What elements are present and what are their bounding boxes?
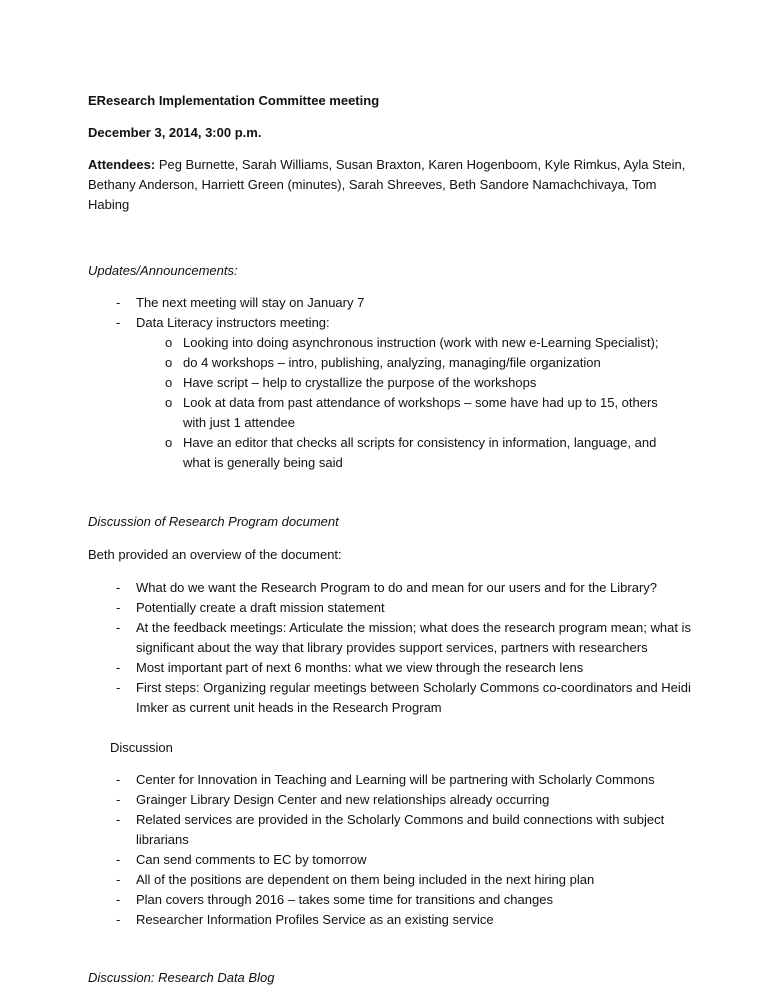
sublist-bullet: o xyxy=(165,335,173,350)
sublist-item: do 4 workshops – intro, publishing, analyzing, managing/file organization xyxy=(183,355,601,370)
sublist-bullet: o xyxy=(165,355,173,370)
list-item: What do we want the Research Program to do and mean for our users and for the Library? xyxy=(136,580,657,595)
list-bullet: - xyxy=(116,620,121,635)
list-item: Grainger Library Design Center and new relationships already occurring xyxy=(136,792,550,807)
list-item: Most important part of next 6 months: what we view through the research lens xyxy=(136,660,584,675)
updates-heading: Updates/Announcements: xyxy=(88,263,238,278)
list-bullet: - xyxy=(116,772,121,787)
list-bullet: - xyxy=(116,912,121,927)
attendees-paragraph xyxy=(88,155,688,215)
sublist-bullet: o xyxy=(165,375,173,390)
list-bullet: - xyxy=(116,295,121,310)
list-item: Researcher Information Profiles Service as an existing service xyxy=(136,912,494,927)
list-bullet: - xyxy=(116,315,121,330)
blog-heading: Discussion: Research Data Blog xyxy=(88,970,275,985)
list-item: The next meeting will stay on January 7 xyxy=(136,295,365,310)
list-bullet: - xyxy=(116,660,121,675)
sublist-bullet: o xyxy=(165,435,173,450)
sublist-item: Look at data from past attendance of workshops – some have had up to 15, others with just 1 attendee xyxy=(183,395,658,430)
list-bullet: - xyxy=(116,580,121,595)
list-item: First steps: Organizing regular meetings between Scholarly Commons co-coordinators and Heidi Imker as current unit heads in the Research Program xyxy=(136,680,691,715)
meeting-title: EResearch Implementation Committee meeting xyxy=(88,93,380,108)
research-program-intro: Beth provided an overview of the document: xyxy=(88,547,342,562)
list-item: Related services are provided in the Scholarly Commons and build connections with subject librarians xyxy=(136,812,665,847)
list-bullet: - xyxy=(116,892,121,907)
list-bullet: - xyxy=(116,600,121,615)
sublist-item: Have script – help to crystallize the purpose of the workshops xyxy=(183,375,537,390)
list-bullet: - xyxy=(116,792,121,807)
list-bullet: - xyxy=(116,812,121,827)
list-item: Potentially create a draft mission statement xyxy=(136,600,385,615)
list-item: Center for Innovation in Teaching and Learning will be partnering with Scholarly Commons xyxy=(136,772,655,787)
meeting-date: December 3, 2014, 3:00 p.m. xyxy=(88,125,262,140)
research-program-heading: Discussion of Research Program document xyxy=(88,514,339,529)
sublist-item: Have an editor that checks all scripts for consistency in information, language, and what is generally being said xyxy=(183,435,657,470)
list-item: Plan covers through 2016 – takes some time for transitions and changes xyxy=(136,892,553,907)
list-item: At the feedback meetings: Articulate the mission; what does the research program mean; what is significant about the way that library provides support services, partners with researchers xyxy=(136,620,691,655)
list-bullet: - xyxy=(116,872,121,887)
list-bullet: - xyxy=(116,680,121,695)
list-item: Data Literacy instructors meeting: xyxy=(136,315,330,330)
discussion-label: Discussion xyxy=(110,740,173,755)
sublist-bullet: o xyxy=(165,395,173,410)
list-bullet: - xyxy=(116,852,121,867)
list-item: All of the positions are dependent on them being included in the next hiring plan xyxy=(136,872,595,887)
list-item: Can send comments to EC by tomorrow xyxy=(136,852,367,867)
sublist-item: Looking into doing asynchronous instruction (work with new e-Learning Specialist); xyxy=(183,335,659,350)
attendees-names: Peg Burnette, Sarah Williams, Susan Braxton, Karen Hogenboom, Kyle Rimkus, Ayla Stein, Bethany Anderson, Harriett Green (minutes), Sarah Shreeves, Beth Sandore Namachchivaya, Tom Habing xyxy=(88,157,686,212)
attendees-label: Attendees: xyxy=(88,157,156,172)
